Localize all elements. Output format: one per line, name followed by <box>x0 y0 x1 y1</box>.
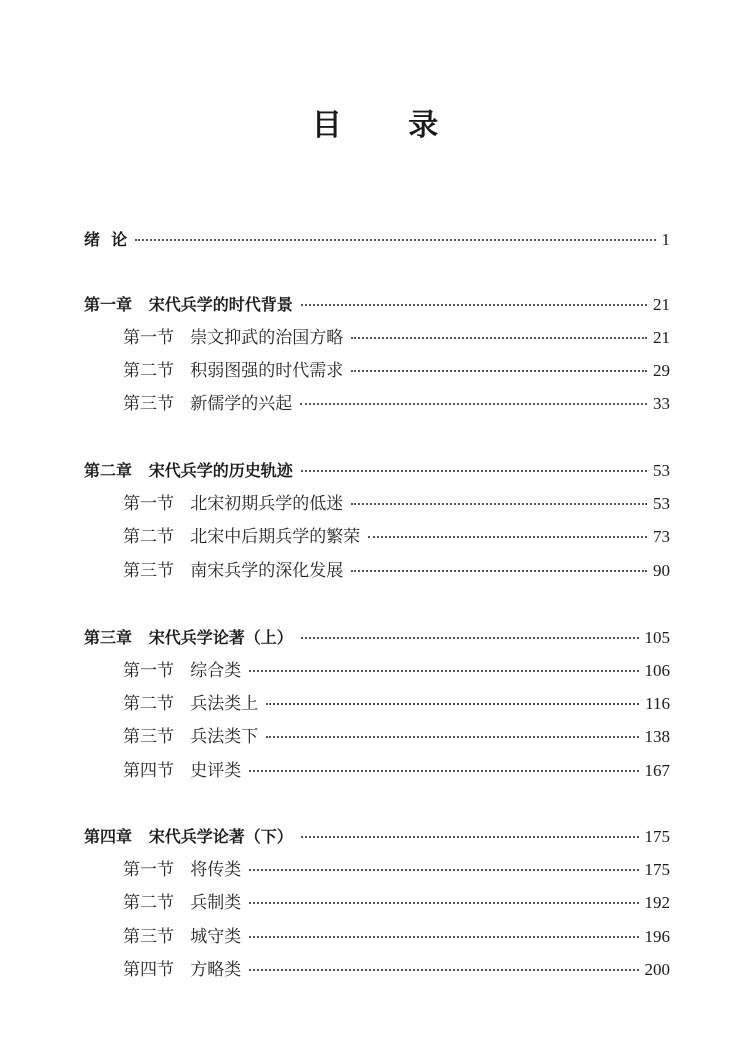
toc-page-number: 116 <box>645 694 670 713</box>
toc-page-number: 138 <box>644 727 670 746</box>
toc-entry-section[interactable] <box>123 857 670 883</box>
toc-entry-section[interactable] <box>123 558 670 584</box>
dot-leader <box>301 836 639 838</box>
toc-label: 第三节 兵法类下 <box>123 727 259 747</box>
dot-leader <box>135 239 655 241</box>
page-title: 目 录 <box>311 108 467 143</box>
toc-label: 第一节 北宋初期兵学的低迷 <box>123 494 344 514</box>
toc-entry-chapter-1[interactable] <box>84 292 670 318</box>
toc-entry-section[interactable] <box>123 325 670 351</box>
dot-leader <box>301 637 639 639</box>
toc-page-number: 90 <box>653 561 670 580</box>
toc-page-number: 105 <box>644 628 670 647</box>
toc-page-number: 106 <box>644 661 670 680</box>
dot-leader <box>351 337 647 339</box>
toc-label: 第四节 史评类 <box>123 761 242 781</box>
toc-label: 第一章 宋代兵学的时代背景 <box>84 295 293 314</box>
dot-leader <box>351 570 647 572</box>
toc-label: 第二章 宋代兵学的历史轨迹 <box>84 461 293 480</box>
toc-page-number: 200 <box>644 960 670 979</box>
toc-entry-section[interactable] <box>123 957 670 983</box>
toc-entry-section[interactable] <box>123 758 670 784</box>
toc-entry-section[interactable] <box>123 358 670 384</box>
dot-leader <box>249 770 638 772</box>
dot-leader <box>249 869 638 871</box>
toc-entry-section[interactable] <box>123 924 670 950</box>
toc-page-number: 29 <box>653 361 670 380</box>
toc-page-number: 53 <box>653 494 670 513</box>
toc-page-number: 21 <box>653 295 670 314</box>
toc-page-number: 33 <box>653 394 670 413</box>
toc-label: 第三章 宋代兵学论著（上） <box>84 628 293 647</box>
toc-entry-chapter-2[interactable] <box>84 458 670 484</box>
toc-page-number: 167 <box>644 761 670 780</box>
toc-label: 第二节 北宋中后期兵学的繁荣 <box>123 527 361 547</box>
toc-label: 第三节 新儒学的兴起 <box>123 394 293 414</box>
toc-label: 第二节 兵制类 <box>123 893 242 913</box>
dot-leader <box>300 403 647 405</box>
dot-leader <box>249 670 638 672</box>
toc-entry-section[interactable] <box>123 724 670 750</box>
toc-label: 第一节 崇文抑武的治国方略 <box>123 328 344 348</box>
toc-entry-section[interactable] <box>123 890 670 916</box>
toc-entry-section[interactable] <box>123 491 670 517</box>
toc-label: 第三节 南宋兵学的深化发展 <box>123 561 344 581</box>
toc-entry-section[interactable] <box>123 691 670 717</box>
toc-label: 第四节 方略类 <box>123 960 242 980</box>
toc-page-number: 1 <box>661 230 670 249</box>
toc-label: 绪 论 <box>84 230 128 249</box>
toc-label: 第三节 城守类 <box>123 927 242 947</box>
toc-entry-chapter-3[interactable] <box>84 625 670 651</box>
dot-leader <box>266 703 639 705</box>
toc-page-number: 53 <box>653 461 670 480</box>
dot-leader <box>368 536 647 538</box>
dot-leader <box>249 936 638 938</box>
dot-leader <box>249 969 638 971</box>
dot-leader <box>301 304 647 306</box>
dot-leader <box>351 503 647 505</box>
toc-entry-section[interactable] <box>123 658 670 684</box>
toc-page-number: 192 <box>644 893 670 912</box>
toc-page-number: 73 <box>653 527 670 546</box>
toc-page-number: 175 <box>644 827 670 846</box>
toc-label: 第二节 积弱图强的时代需求 <box>123 361 344 381</box>
dot-leader <box>249 902 638 904</box>
dot-leader <box>351 370 647 372</box>
toc-page-number: 21 <box>653 328 670 347</box>
toc-label: 第四章 宋代兵学论著（下） <box>84 827 293 846</box>
toc-entry-section[interactable] <box>123 524 670 550</box>
toc-entry-section[interactable] <box>123 391 670 417</box>
toc-page-number: 196 <box>644 927 670 946</box>
toc-label: 第一节 综合类 <box>123 661 242 681</box>
toc-label: 第二节 兵法类上 <box>123 694 259 714</box>
toc-label: 第一节 将传类 <box>123 860 242 880</box>
dot-leader <box>266 736 638 738</box>
dot-leader <box>301 470 647 472</box>
toc-entry-intro[interactable] <box>84 227 670 253</box>
toc-entry-chapter-4[interactable] <box>84 824 670 850</box>
toc-page-number: 175 <box>644 860 670 879</box>
